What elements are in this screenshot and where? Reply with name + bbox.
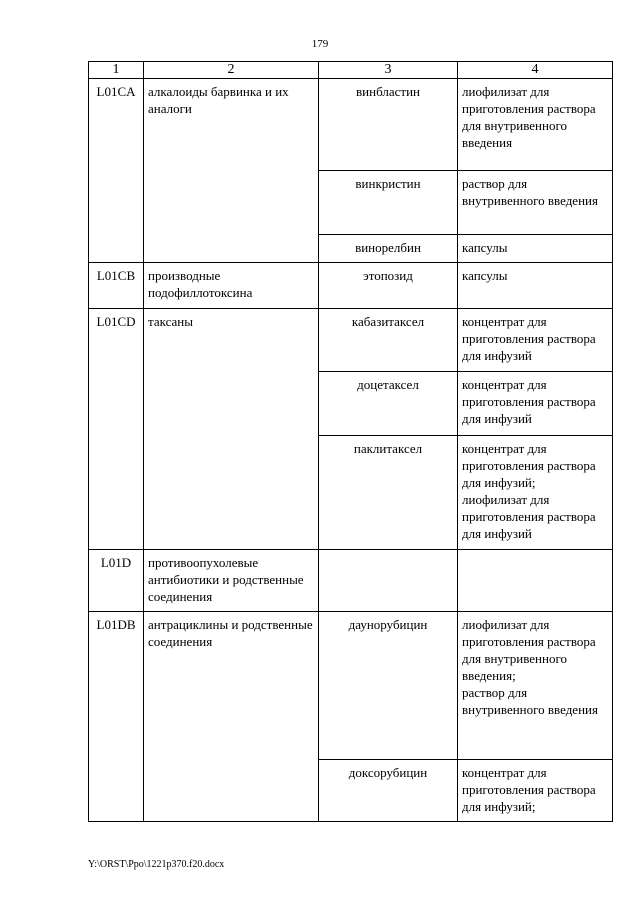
drug-table [88,61,613,822]
drug-name: доксорубицин [319,760,458,822]
page-number: 179 [311,38,329,50]
dosage-form: лиофилизат для приготовления раствора для внутривенного введения [458,79,613,171]
column-header-3: 3 [319,62,458,79]
drug-name: кабазитаксел [319,309,458,372]
column-header-1: 1 [89,62,144,79]
dosage-form-line: лиофилизат для приготовления раствора для внутривенного введения; [462,617,596,683]
dosage-form: капсулы [458,235,613,263]
group-name: производные подофиллотоксина [144,263,319,309]
dosage-form [458,612,613,760]
drug-name [319,550,458,612]
group-name: алкалоиды барвинка и их аналоги [144,79,319,263]
atc-code: L01CD [89,309,144,550]
table-row [89,309,613,372]
column-header-2: 2 [144,62,319,79]
group-name: антрациклины и родственные соединения [144,612,319,822]
drug-name: винорелбин [319,235,458,263]
drug-name: этопозид [319,263,458,309]
dosage-form: раствор для внутривенного введения [458,171,613,235]
dosage-form-line: раствор для внутривенного введения [462,685,598,717]
group-name: противоопухолевые антибиотики и родственные соединения [144,550,319,612]
group-name: таксаны [144,309,319,550]
table-row [89,79,613,171]
dosage-form [458,550,613,612]
table-row [89,612,613,760]
dosage-form [458,436,613,550]
footer-file-path: Y:\ORST\Ppo\1221p370.f20.docx [88,859,225,870]
drug-name: паклитаксел [319,436,458,550]
dosage-form-line: лиофилизат для приготовления раствора для инфузий [462,492,596,541]
table-header-row [89,62,613,79]
table-row [89,263,613,309]
drug-name: доцетаксел [319,372,458,436]
dosage-form: капсулы [458,263,613,309]
atc-code: L01CB [89,263,144,309]
atc-code: L01CA [89,79,144,263]
dosage-form-line: концентрат для приготовления раствора для инфузий; [462,441,596,490]
table-row [89,550,613,612]
drug-name: винкристин [319,171,458,235]
drug-name: винбластин [319,79,458,171]
atc-code: L01DB [89,612,144,822]
dosage-form: концентрат для приготовления раствора для инфузий; [458,760,613,822]
dosage-form: концентрат для приготовления раствора для инфузий [458,372,613,436]
drug-name: даунорубицин [319,612,458,760]
column-header-4: 4 [458,62,613,79]
atc-code: L01D [89,550,144,612]
dosage-form: концентрат для приготовления раствора для инфузий [458,309,613,372]
